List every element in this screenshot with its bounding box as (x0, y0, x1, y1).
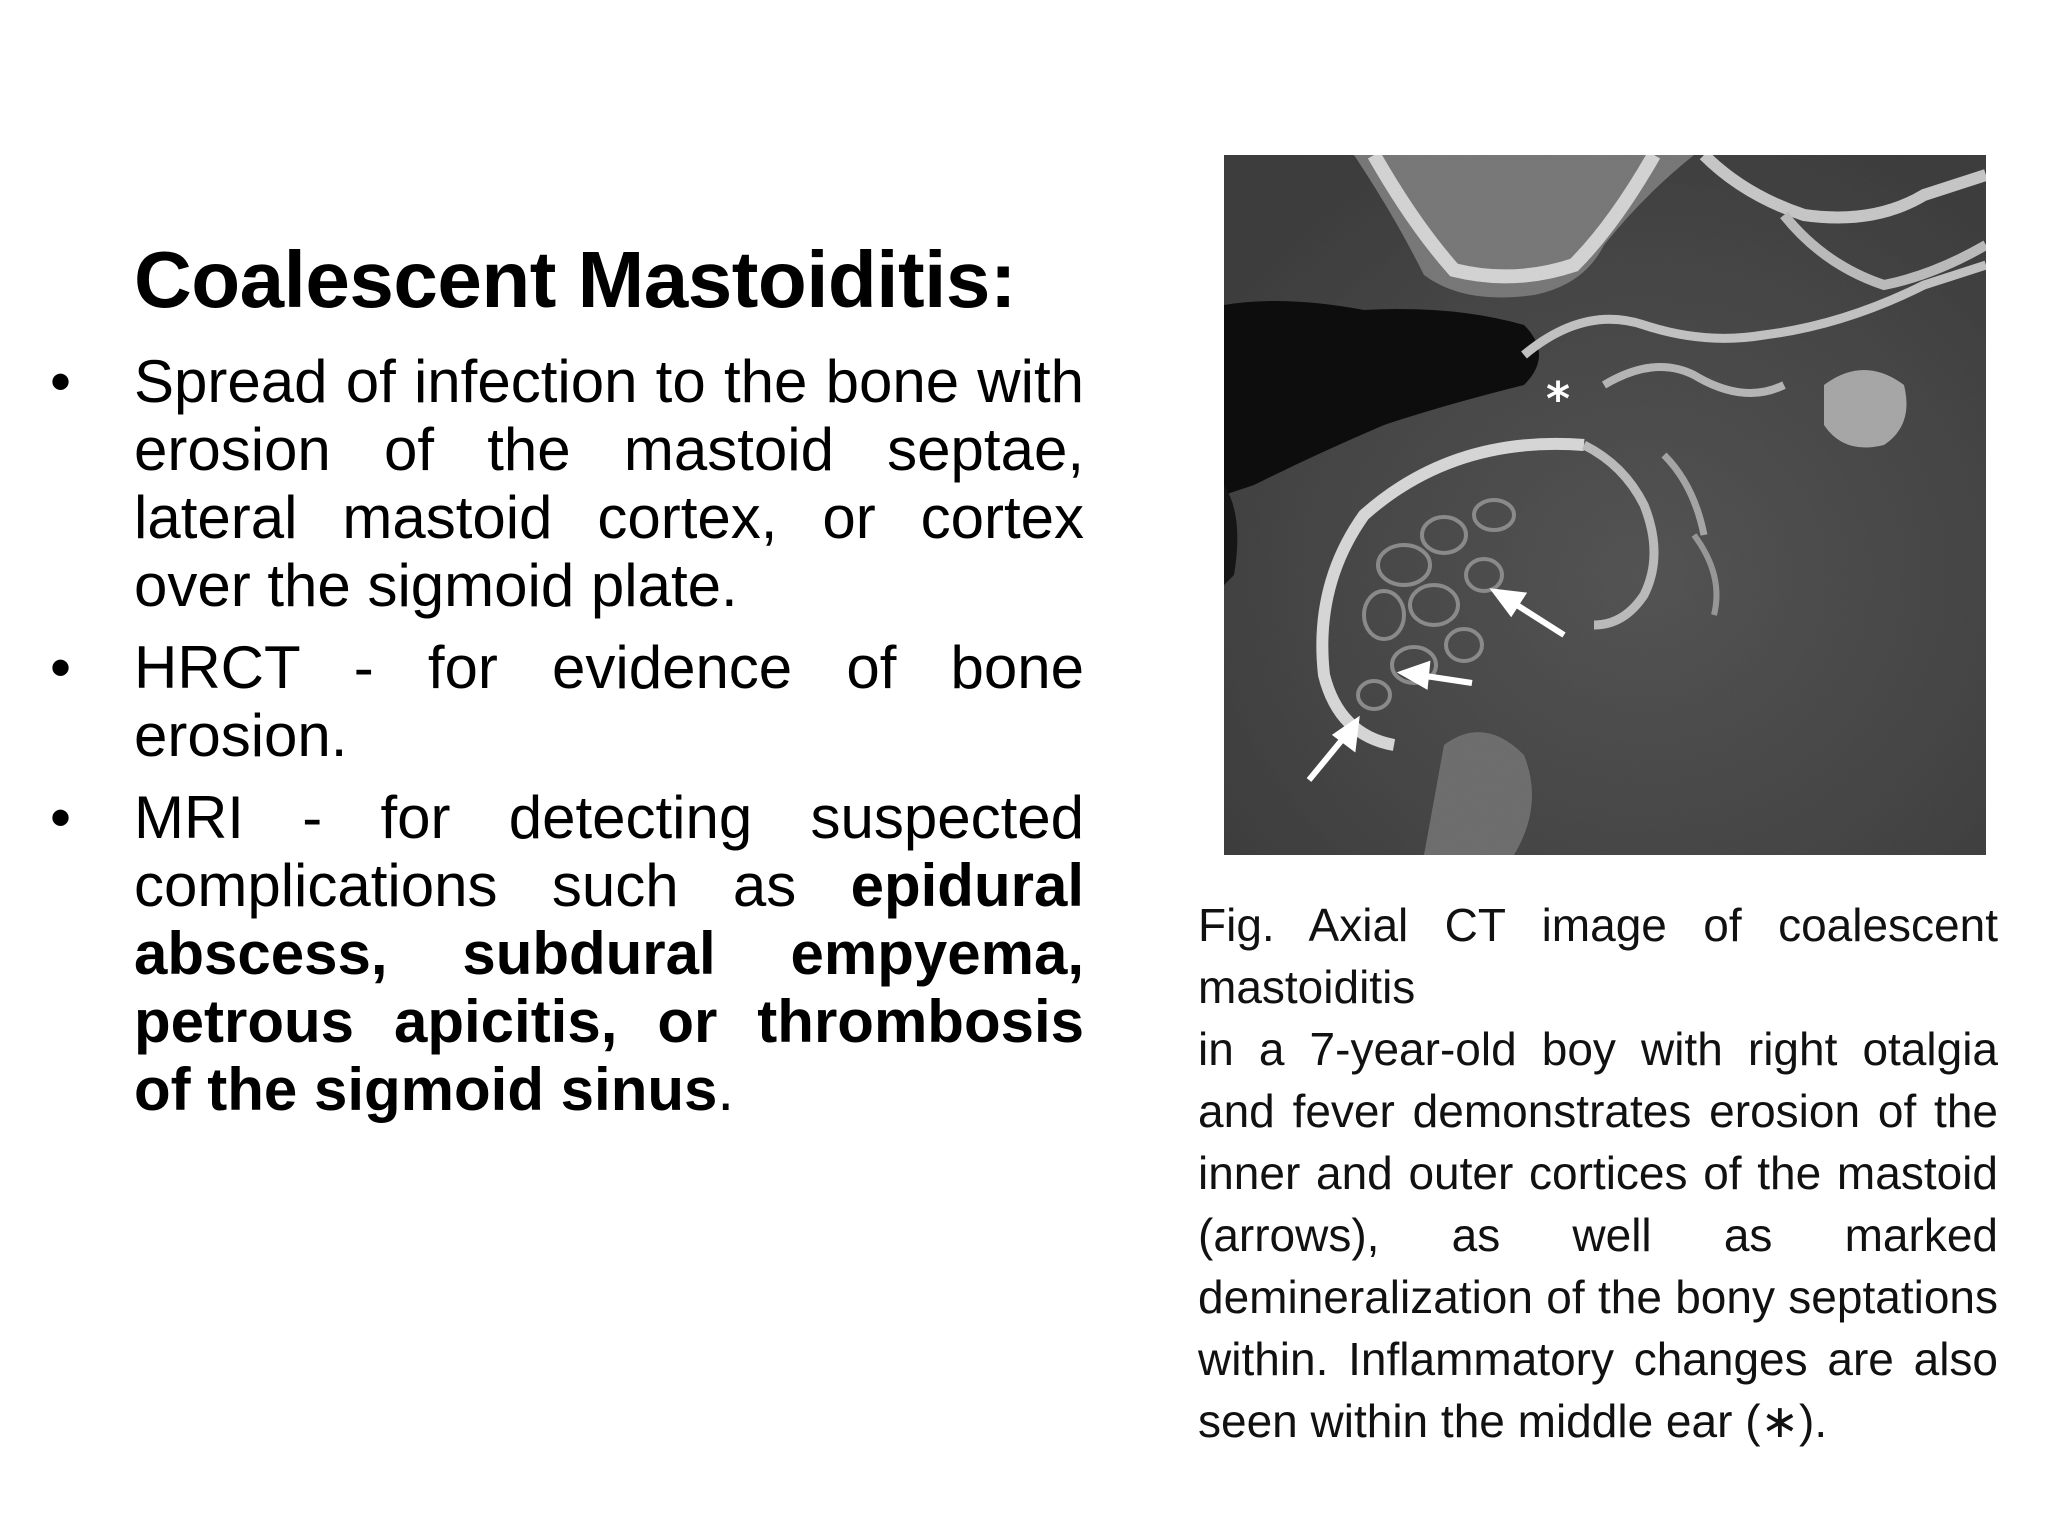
bullet-item-spread (50, 348, 1084, 620)
bullet-dot: • (50, 634, 72, 701)
slide-title: Coalescent Mastoiditis: (134, 235, 1017, 324)
bullet-dot: • (50, 348, 72, 415)
bullet-text: Spread of infection to the bone with erosion of the mastoid septae, lateral mastoid cortex, or cortex over the sigmoid plate. (134, 348, 1084, 619)
middle-ear-star-marker: * (1546, 372, 1571, 426)
caption-line-1: Fig. Axial CT image of coalescent mastoiditis (1198, 899, 1998, 1013)
bullet-text: HRCT - for evidence of bone erosion. (134, 634, 1084, 769)
axial-ct-scan-image (1224, 155, 1986, 855)
bullet-item-hrct (50, 634, 1084, 770)
bullet-list (50, 348, 1084, 1138)
bullet-text: MRI - for detecting suspected complications such as (134, 784, 1084, 919)
bullet-item-mri (50, 784, 1084, 1124)
caption-line-2: in a 7-year-old boy with right otalgia and fever demonstrates erosion of the inner and outer cortices of the mastoid (arrows), as well as marked demineralization of the bony septations within. Inflammatory changes are also seen within the middle ear (∗). (1198, 1023, 1998, 1447)
bullet-text-bold: epidural abscess, subdural empyema, petrous apicitis, or thrombosis of the sigmoid sinus (134, 852, 1084, 1123)
bullet-dot: • (50, 784, 72, 851)
figure-caption (1198, 894, 1998, 1452)
bullet-text-end: . (717, 1056, 735, 1123)
